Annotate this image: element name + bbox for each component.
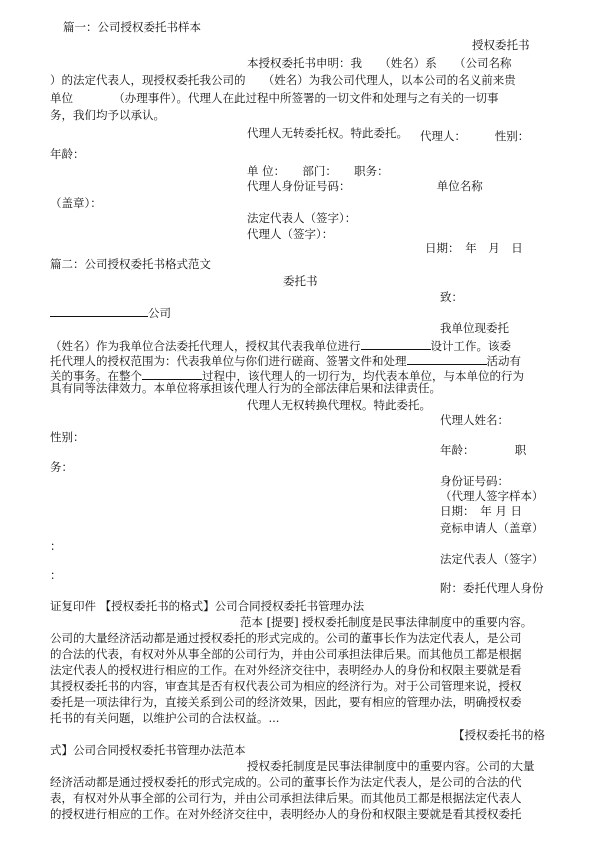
section-1-heading: 篇一：公司授权委托书样本 (63, 20, 201, 34)
paragraph-line: 公司的大量经济活动都是通过授权委托的形式完成的。公司的董事长作为法定代表人，是公司 (50, 631, 522, 645)
form-field-duty: 务： (50, 460, 73, 474)
paragraph-line: 的合法的代表，有权对外从事全部的公司行为，并由公司承担法律后果。而其他员工都是根据 (50, 647, 522, 661)
paragraph-line: ）的法定代表人，现授权委托我公司的 （姓名）为我公司代理人，以本公司的名义前来贵 (50, 73, 516, 87)
salutation: 致： (440, 290, 463, 304)
paragraph-line: 范本 [提要] 授权委托制度是民事法律制度中的重要内容。 (240, 615, 533, 629)
paragraph-line: 式】公司合同授权委托书管理办法范本 (50, 743, 246, 757)
paragraph-line: 【授权委托书的格 (453, 728, 545, 742)
paragraph-line: 代理人无转委托权。特此委托。 (247, 126, 408, 140)
section-2-title: 委托书 (283, 274, 318, 288)
form-field-age: 年龄： (50, 147, 85, 161)
attachment-note: 附：委托代理人身份 (440, 581, 544, 595)
form-field-unit: 单 位： 部门： 职务： (247, 164, 389, 178)
paragraph-line: （姓名）作为我单位合法委托代理人，授权其代表我单位进行 设计工作。该委 (50, 339, 511, 353)
form-field-gender: 性别： (50, 430, 85, 444)
section-2-heading: 篇二：公司授权委托书格式范文 (50, 257, 211, 271)
form-field-id-number: 身份证号码： (440, 474, 509, 488)
paragraph-line: 授权委托制度是民事法律制度中的重要内容。公司的大量 (247, 759, 535, 773)
paragraph-line: 委托是一项法律行为，直接关系到公司的经济效果，因此，要有相应的管理办法，明确授权委 (50, 695, 522, 709)
paragraph-line: 的授权进行相应的工作。在对外经济交往中，表明经办人的身份和权限主要就是看其授权委托 (50, 807, 522, 821)
colon-mark: ： (50, 568, 62, 582)
paragraph-line: 单位 （办理事件）。代理人在此过程中所签署的一切文件和处理与之有关的一切事 (50, 91, 499, 105)
paragraph-line: 关的事务。在整个 过程中，该代理人的一切行为，均代表本单位，与本单位的行为 (50, 369, 524, 383)
form-field-agent-name: 代理人姓名： (440, 413, 509, 427)
form-field-signature-sample: （代理人签字样本） (440, 489, 544, 503)
form-field-legal-rep: 法定代表人（签字）： (247, 211, 357, 225)
paragraph-line: 托代理人的授权范围为：代表我单位与你们进行磋商、签署文件和处理 活动有 (50, 354, 521, 368)
paragraph-line: 表，有权对外从事全部的公司行为，并由公司承担法律后果。而其他员工都是根据法定代表人 (50, 791, 522, 805)
form-field-id: 代理人身份证号码： 单位名称 (247, 179, 483, 193)
form-field-date: 日期： 年 月 日 (425, 241, 523, 255)
section-1-title: 授权委托书 (472, 38, 530, 52)
company-blank (50, 305, 171, 320)
form-field-seal: （盖章）： (50, 196, 102, 210)
paragraph-line: 经济活动都是通过授权委托的形式完成的。公司的董事长作为法定代表人，是公司的合法的代 (50, 775, 522, 789)
form-field-date: 日期： 年 月 日 (440, 504, 523, 518)
paragraph-line: 我单位现委托 (440, 321, 509, 335)
colon-mark: ： (50, 539, 62, 553)
paragraph-line: 证复印件 【授权委托书的格式】公司合同授权委托书管理办法 (50, 599, 365, 613)
paragraph-line: 务，我们均予以承认。 (50, 108, 165, 122)
form-field-bidder-seal: 竞标申请人（盖章） (440, 521, 544, 535)
form-field-legal-rep: 法定代表人（签字） (440, 552, 544, 566)
form-field-agent: 代理人： 性别： (420, 129, 530, 143)
paragraph-line: 托书的有关问题，以维护公司的合法权益。... (50, 711, 280, 725)
paragraph-line: 代理人无权转换代理权。特此委托。 (247, 398, 431, 412)
company-label: 公司 (148, 306, 171, 320)
paragraph-line: 法定代表人的授权进行相应的工作。在对外经济交往中，表明经办人的身份和权限主要就是看 (50, 663, 522, 677)
form-field-age-title: 年龄： 职 (440, 443, 527, 457)
paragraph-line: 其授权委托书的内容，审查其是否有权代表公司为相应的经济行为。对于公司管理来说，授权 (50, 679, 522, 693)
paragraph-line: 具有同等法律效力。本单位将承担该代理人行为的全部法律后果和法律责任。 (50, 381, 441, 395)
form-field-agent-sign: 代理人（签字）： (247, 227, 334, 241)
paragraph-line: 本授权委托书申明：我 （姓名）系 （公司名称 (247, 56, 512, 70)
